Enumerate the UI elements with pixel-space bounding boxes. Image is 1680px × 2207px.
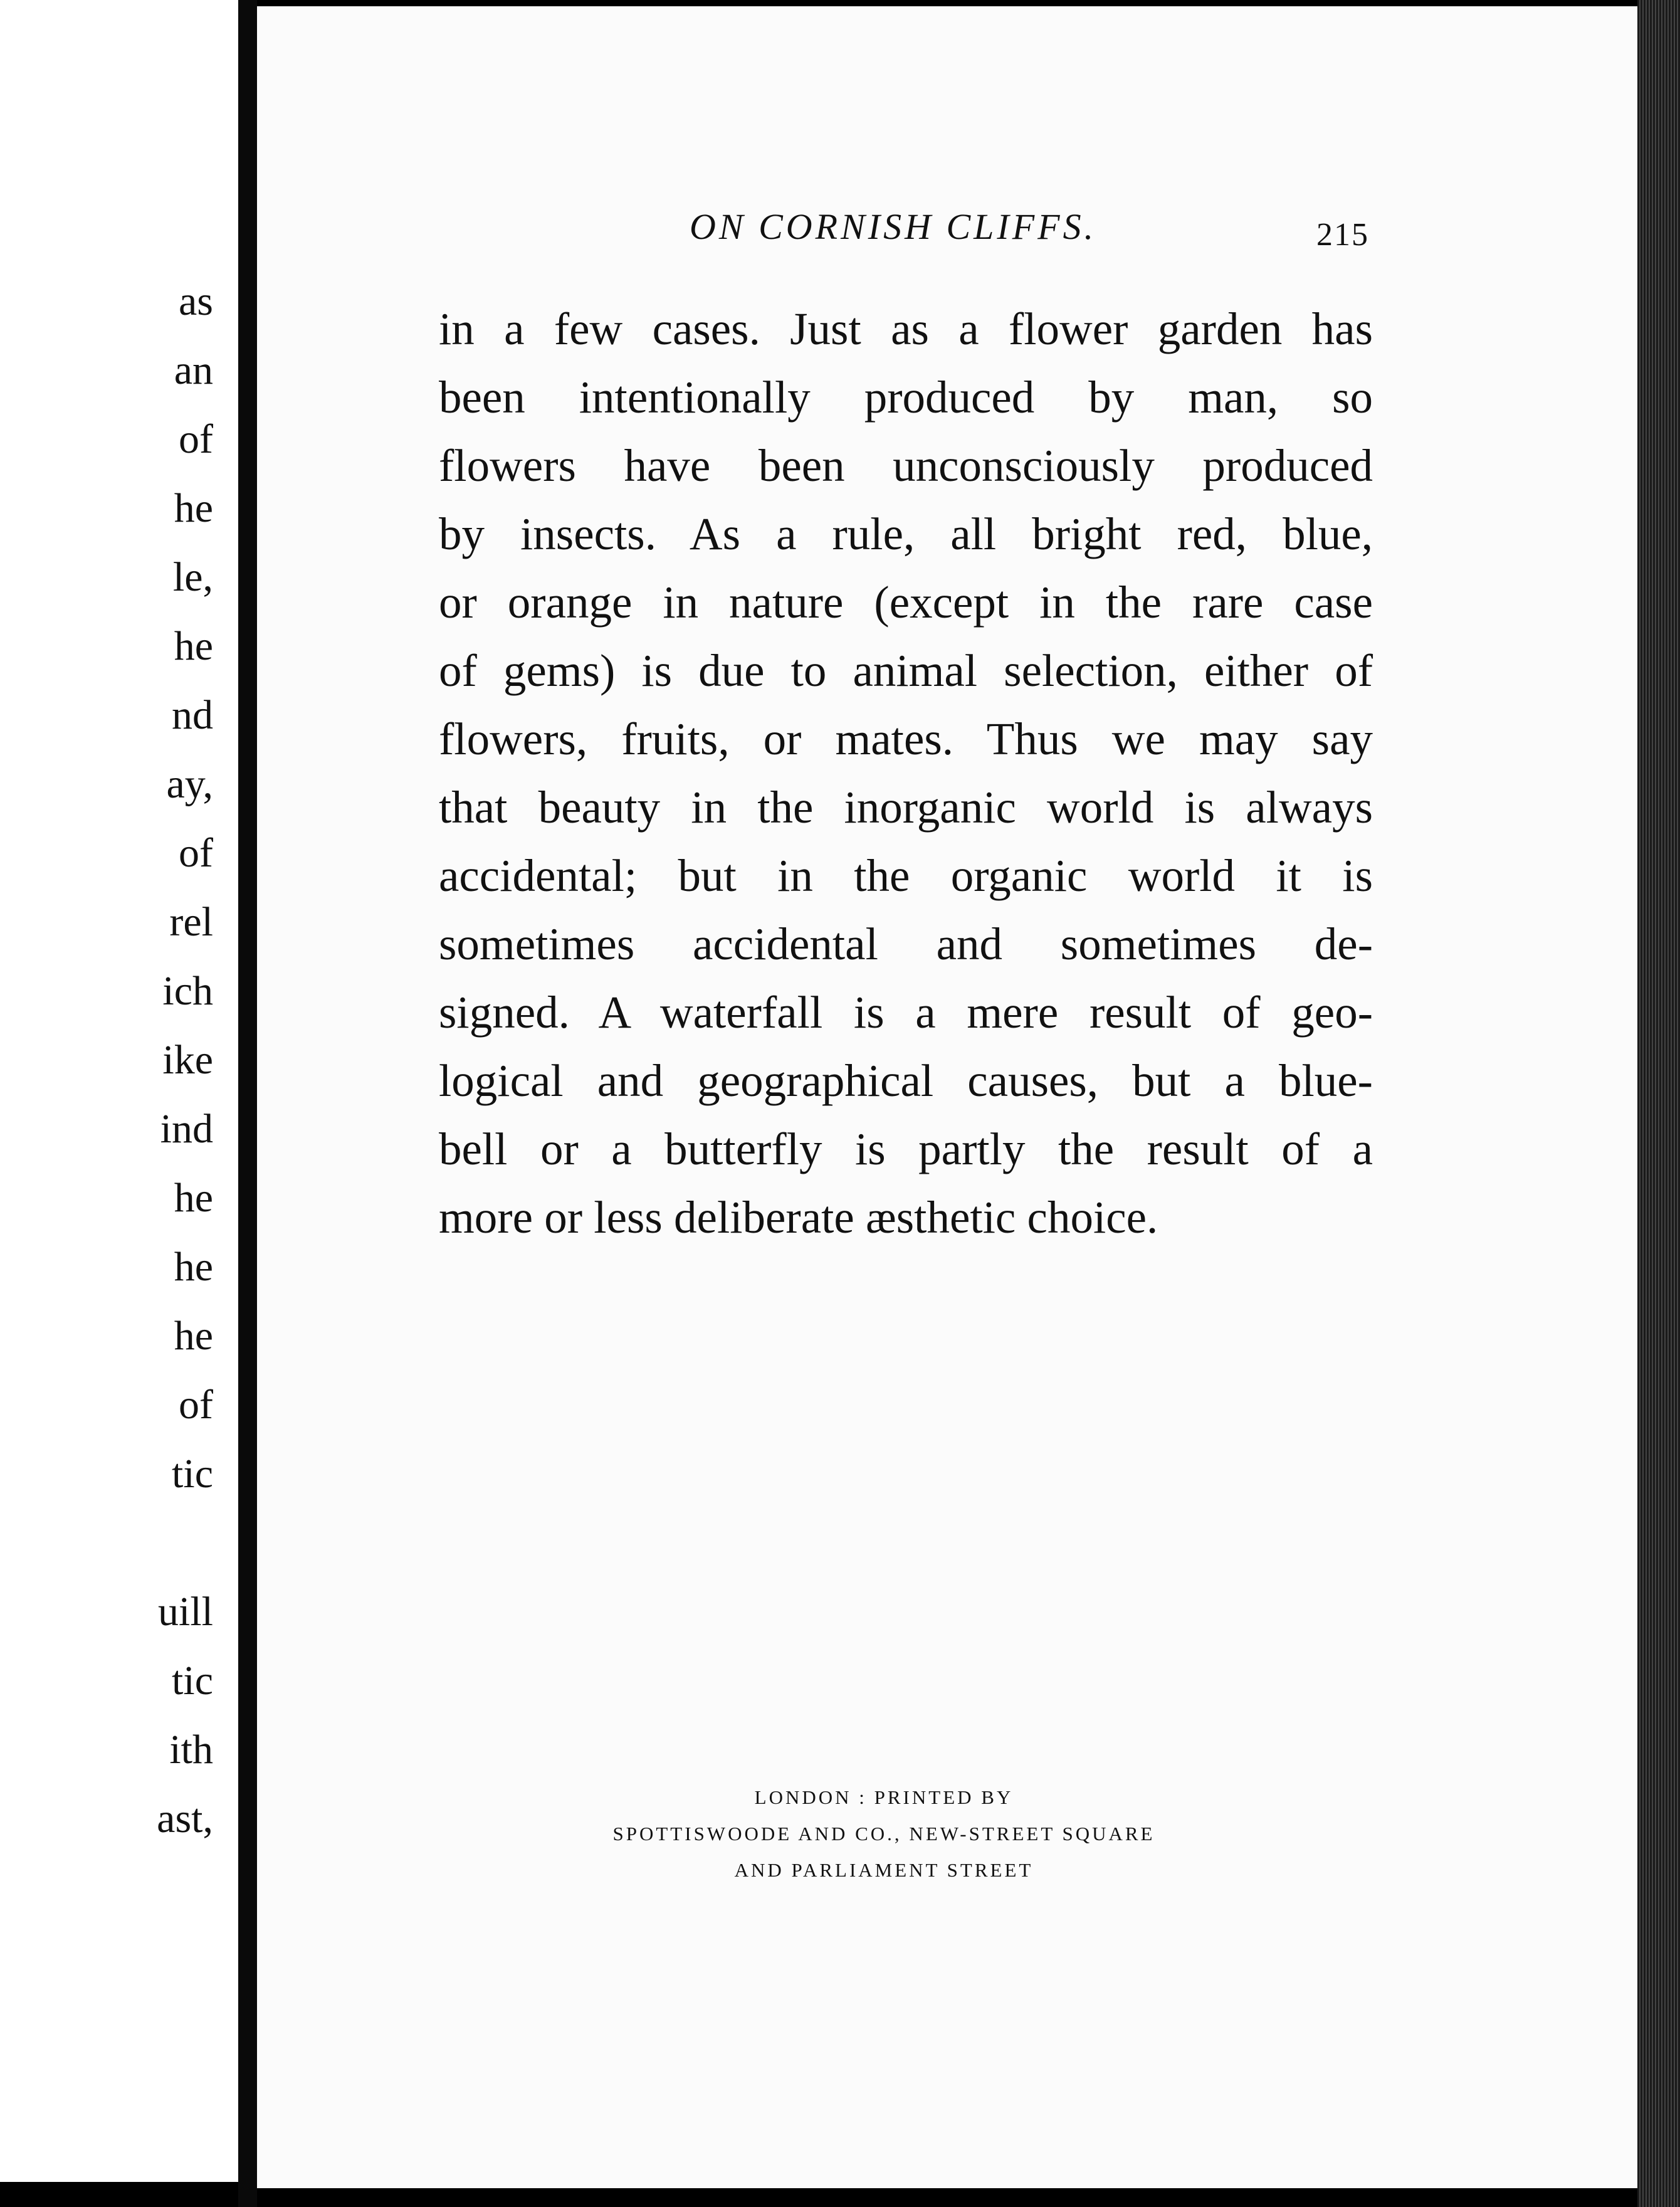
text-line: flowers have been unconsciously produced (439, 440, 1373, 491)
left-page-fragment: tic (172, 1451, 213, 1497)
imprint-line: AND PARLIAMENT STREET (734, 1859, 1034, 1881)
left-page-fragment: of (179, 830, 213, 876)
left-page-fragment: ay, (166, 761, 213, 807)
right-page (257, 6, 1655, 2188)
text-line: in a few cases. Just as a flower garden has (439, 303, 1373, 354)
left-page-fragment: he (174, 1313, 213, 1359)
text-line: signed. A waterfall is a mere result of geo- (439, 987, 1373, 1038)
left-page-fragment: ast, (157, 1796, 213, 1841)
left-page-fragment: he (174, 1175, 213, 1221)
imprint-line: SPOTTISWOODE AND CO., NEW-STREET SQUARE (612, 1823, 1155, 1845)
printer-imprint (508, 1779, 1260, 1888)
text-line: by insects. As a rule, all bright red, blue, (439, 508, 1373, 559)
text-line: more or less deliberate æsthetic choice. (439, 1192, 1158, 1243)
left-page-fragment: of (179, 1382, 213, 1428)
left-page-fragment: rel (169, 899, 213, 945)
imprint-line: LONDON : PRINTED BY (754, 1786, 1014, 1808)
left-page-fragment: ith (169, 1727, 213, 1772)
text-line: logical and geographical causes, but a blue- (439, 1055, 1373, 1106)
text-line: bell or a butterfly is partly the result of a (439, 1124, 1373, 1174)
left-page-fragment: as (179, 278, 213, 324)
left-page-fragment: tic (172, 1658, 213, 1704)
left-page-fragment: he (174, 485, 213, 531)
page-number: 215 (1316, 217, 1369, 253)
text-line: sometimes accidental and sometimes de- (439, 919, 1373, 969)
left-page-fragment: ich (162, 968, 213, 1014)
text-line: or orange in nature (except in the rare case (439, 577, 1373, 628)
text-line: accidental; but in the organic world it is (439, 850, 1373, 901)
left-page-fragment: of (179, 416, 213, 462)
left-page-fragment: he (174, 1244, 213, 1290)
book-gutter (238, 0, 257, 2207)
page-stack-edge (1637, 0, 1680, 2207)
text-line: of gems) is due to animal selection, either of (439, 645, 1373, 696)
left-page-fragment: he (174, 623, 213, 669)
left-page (0, 0, 241, 2182)
left-page-fragment: uill (157, 1589, 213, 1635)
left-page-fragment: an (174, 347, 213, 393)
left-page-fragment: le, (172, 554, 213, 600)
text-line: that beauty in the inorganic world is always (439, 782, 1373, 833)
body-paragraph (439, 295, 1373, 1251)
left-page-fragment: ind (160, 1106, 213, 1152)
running-head: ON CORNISH CLIFFS. (690, 206, 1097, 247)
text-line: flowers, fruits, or mates. Thus we may say (439, 714, 1373, 764)
left-page-fragment: ike (162, 1037, 213, 1083)
text-line: been intentionally produced by man, so (439, 372, 1373, 423)
left-page-fragment: nd (172, 692, 213, 738)
